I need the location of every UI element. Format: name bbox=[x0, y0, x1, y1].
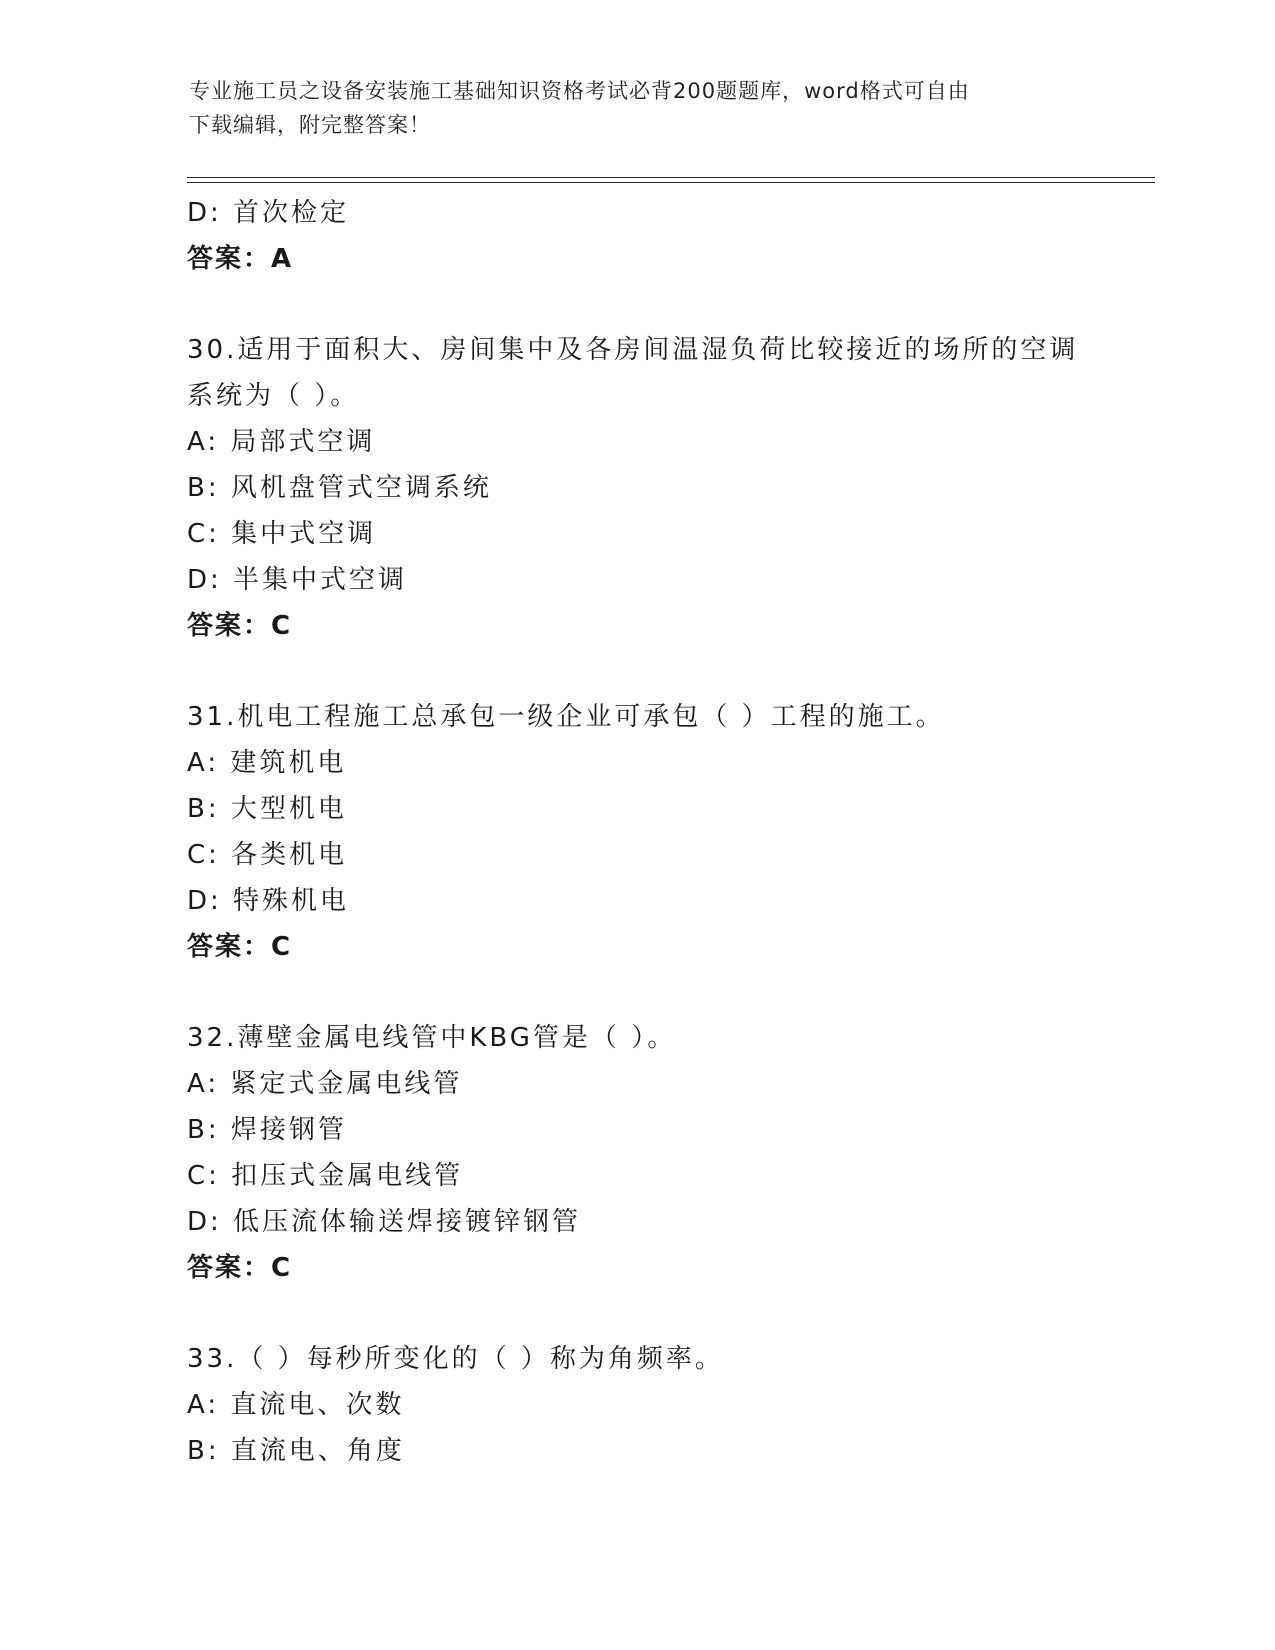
option-a: A: 局部式空调 bbox=[187, 427, 376, 457]
question-stem: 30.适用于面积大、房间集中及各房间温湿负荷比较接近的场所的空调 bbox=[187, 335, 1079, 365]
header-line-1: 专业施工员之设备安装施工基础知识资格考试必背200题题库，word格式可自由 bbox=[189, 79, 970, 103]
option-d: D: 半集中式空调 bbox=[187, 565, 408, 595]
header-divider-top bbox=[187, 177, 1155, 178]
option-b: B: 焊接钢管 bbox=[187, 1115, 347, 1145]
answer-line: 答案：C bbox=[187, 932, 293, 962]
spacer bbox=[187, 1291, 1087, 1336]
answer-line: 答案：A bbox=[187, 244, 294, 274]
option-d: D: 低压流体输送焊接镀锌钢管 bbox=[187, 1207, 582, 1237]
spacer bbox=[187, 649, 1087, 694]
option-a: A: 紧定式金属电线管 bbox=[187, 1069, 463, 1099]
question-stem: 33.（ ）每秒所变化的（ ）称为角频率。 bbox=[187, 1344, 724, 1374]
header-divider-bottom bbox=[187, 182, 1155, 183]
question-32 bbox=[187, 1015, 1087, 1291]
document-header bbox=[189, 74, 1069, 142]
question-stem: 31.机电工程施工总承包一级企业可承包（ ）工程的施工。 bbox=[187, 702, 945, 732]
question-list bbox=[187, 190, 1087, 1474]
question-stem: 32.薄壁金属电线管中KBG管是（ ）。 bbox=[187, 1023, 677, 1053]
answer-line: 答案：C bbox=[187, 611, 293, 641]
spacer bbox=[187, 282, 1087, 327]
option-b: B: 直流电、角度 bbox=[187, 1436, 405, 1466]
option-b: B: 风机盘管式空调系统 bbox=[187, 473, 492, 503]
answer-line: 答案：C bbox=[187, 1253, 293, 1283]
option-d: D: 首次检定 bbox=[187, 198, 350, 228]
question-33 bbox=[187, 1336, 1087, 1474]
option-c: C: 集中式空调 bbox=[187, 519, 377, 549]
option-a: A: 直流电、次数 bbox=[187, 1390, 405, 1420]
question-30 bbox=[187, 327, 1087, 649]
option-c: C: 扣压式金属电线管 bbox=[187, 1161, 464, 1191]
option-b: B: 大型机电 bbox=[187, 794, 347, 824]
option-a: A: 建筑机电 bbox=[187, 748, 347, 778]
header-line-2: 下载编辑，附完整答案！ bbox=[189, 113, 431, 137]
question-stem-continued: 系统为（ ）。 bbox=[187, 381, 360, 411]
question-31 bbox=[187, 694, 1087, 970]
option-d: D: 特殊机电 bbox=[187, 886, 350, 916]
option-c: C: 各类机电 bbox=[187, 840, 348, 870]
spacer bbox=[187, 970, 1087, 1015]
